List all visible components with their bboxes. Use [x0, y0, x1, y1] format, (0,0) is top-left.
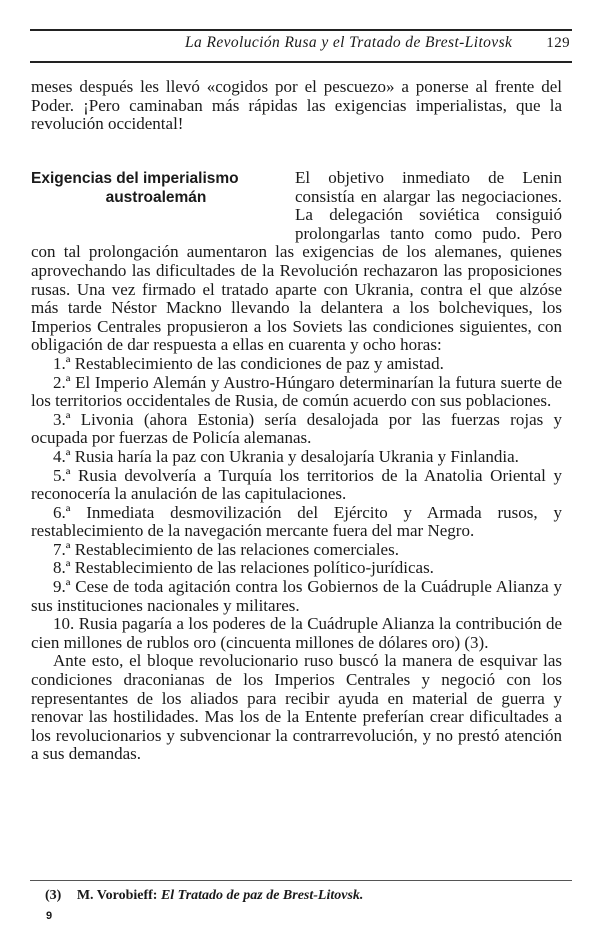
- condition-item: 9.ª Cese de toda agitación contra los Gobiernos de la Cuádruple Alianza y sus instituciones nacionales y militares.: [31, 577, 562, 615]
- footnote-author: M. Vorobieff:: [76, 888, 158, 903]
- condition-item: 10. Rusia pagaría a los poderes de la Cuádruple Alianza la contribución de cien millones de rublos oro (cincuenta millones de dólares oro) (3).: [31, 614, 562, 652]
- heading-float-spacer: [31, 169, 295, 225]
- condition-item: 3.ª Livonia (ahora Estonia) sería desalojada por las fuerzas rojas y ocupada por fuerzas de Policía alemanas.: [31, 409, 562, 448]
- intro-block: [31, 78, 562, 134]
- lead-paragraph: El objetivo inmediato de Lenin consistía en alargar las negociaciones. La delegación soviética consiguió prolongarlas tanto como pudo. Pero con tal prolongación aumentaron las exigencias de los alemanes, quienes aprovechando las dificultades de la Revolución rechazaron las proposiciones rusas. Una vez firmado el tratado aparte con Ukrania, contra el que alzóse más tarde Néstor Mackno llevando la delantera a los bolcheviques, los Imperios Centrales propusieron a los Soviets las condiciones siguientes, con obligación de dar respuesta a ellas en cuarenta y ocho horas:: [31, 168, 562, 355]
- section-heading-line1: Exigencias del imperialismo: [31, 170, 239, 187]
- footnote: [45, 888, 363, 904]
- closing-paragraph: Ante esto, el bloque revolucionario ruso buscó la manera de esquivar las condiciones draconianas de los Imperios Centrales y negoció con los representantes de los aliados para recibir ayuda en material de guerra y renovar las hostilidades. Mas los de la Entente preferían crear dificultades a los revolucionarios y subvencionar la contrarrevolución, y no prestó atención a sus demandas.: [31, 651, 562, 764]
- signature-mark: 9: [46, 910, 53, 922]
- footnote-marker: (3): [45, 888, 62, 903]
- condition-item: 2.ª El Imperio Alemán y Austro-Húngaro determinarían la futura suerte de los territorios occidentales de Rusia, de común acuerdo con sus poblaciones.: [31, 372, 562, 411]
- condition-item: 4.ª Rusia haría la paz con Ukrania y desalojaría Ukrania y Finlandia.: [53, 446, 519, 466]
- condition-item: 5.ª Rusia devolvería a Turquía los territorios de la Anatolia Oriental y reconocería la anulación de las capitulaciones.: [31, 465, 562, 504]
- main-text-block: [31, 169, 562, 764]
- footnote-rule: [30, 880, 572, 881]
- intro-paragraph: meses después les llevó «cogidos por el pescuezo» a ponerse al frente del Poder. ¡Pero caminaban más rápidas las exigencias imperialistas, que la revolución occidental!: [31, 77, 562, 134]
- condition-item: 7.ª Restablecimiento de las relaciones comerciales.: [53, 539, 399, 559]
- page-number: 129: [546, 35, 570, 51]
- running-header: [30, 34, 570, 52]
- section-heading-line2: austroalemán: [105, 189, 207, 206]
- footnote-title: El Tratado de paz de Brest-Litovsk.: [160, 888, 364, 903]
- condition-item: 6.ª Inmediata desmovilización del Ejército y Armada rusos, y restablecimiento de la navegación mercante fuera del mar Negro.: [31, 502, 562, 541]
- condition-item: 8.ª Restablecimiento de las relaciones político-jurídicas.: [53, 558, 434, 578]
- condition-item: 1.ª Restablecimiento de las condiciones de paz y amistad.: [53, 353, 444, 373]
- conditions-list: [31, 355, 562, 653]
- running-title: La Revolución Rusa y el Tratado de Brest-Litovsk: [185, 34, 513, 51]
- header-rule-bottom: [30, 61, 572, 63]
- header-rule-top: [30, 29, 572, 31]
